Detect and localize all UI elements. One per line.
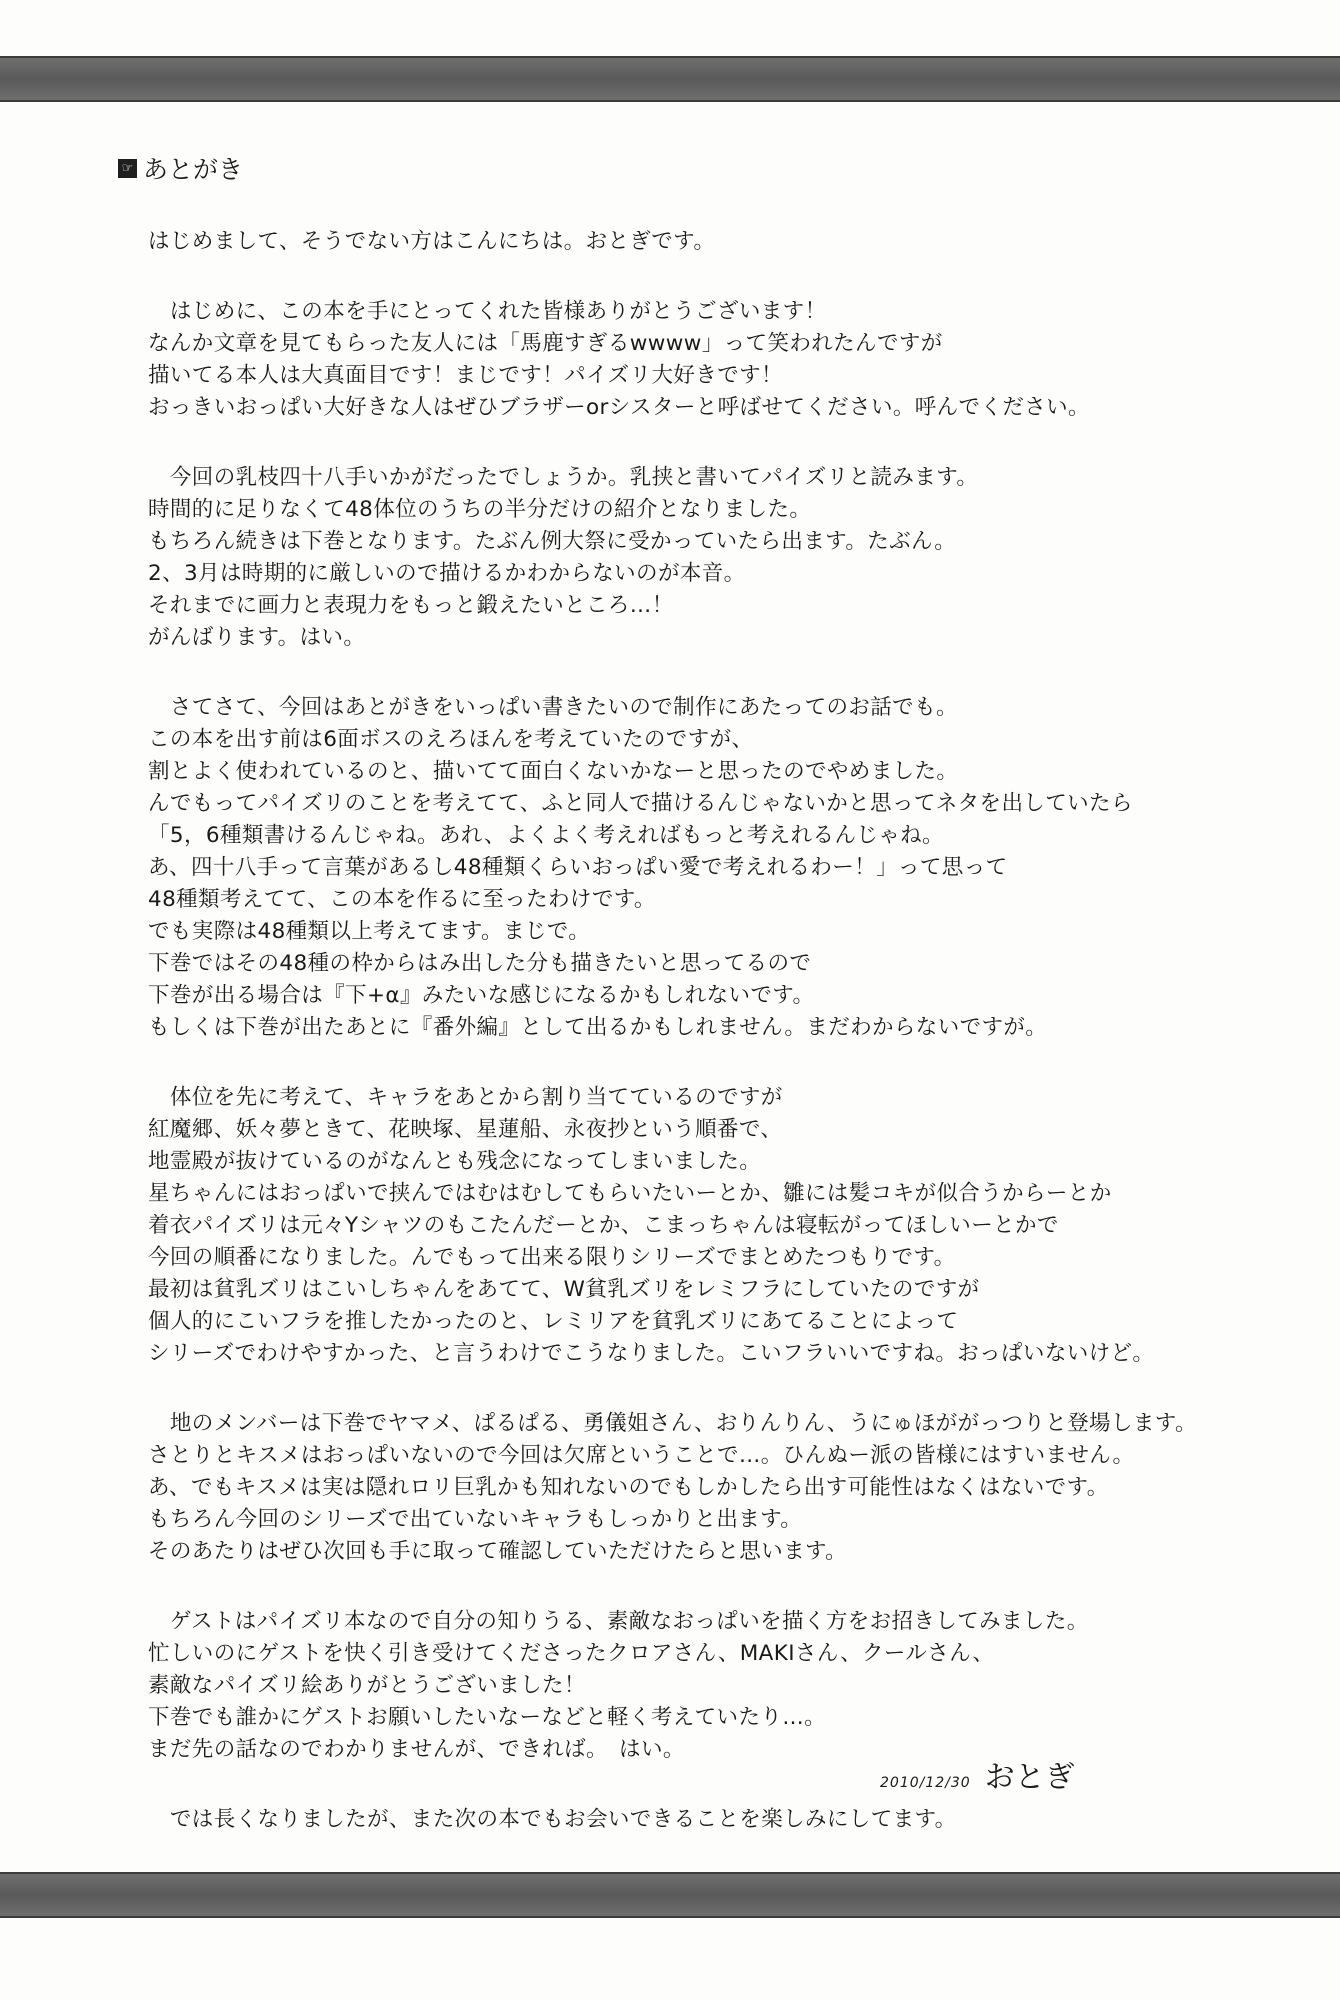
- text-line: あ、四十八手って言葉があるし48種類くらいおっぱい愛で考えれるわー！」って思って: [148, 855, 1008, 880]
- paragraph: [148, 1606, 1278, 1766]
- text-line: もちろん今回のシリーズで出ていないキャラもしっかりと出ます。: [148, 1507, 803, 1532]
- text-line: 最初は貧乳ズリはこいしちゃんをあてて、W貧乳ズリをレミフラにしていたのですが: [148, 1277, 980, 1302]
- text-line: はじめまして、そうでない方はこんにちは。おとぎです。: [148, 229, 716, 254]
- top-band: [0, 56, 1340, 102]
- text-line: 48種類考えてて、この本を作るに至ったわけです。: [148, 887, 656, 912]
- text-line: んでもってパイズリのことを考えてて、ふと同人で描けるんじゃないかと思ってネタを出していたら: [148, 791, 1133, 816]
- text-line: 今回の乳枝四十八手いかがだったでしょうか。乳挟と書いてパイズリと読みます。: [148, 465, 979, 490]
- text-line: 描いてる本人は大真面目です！まじです！パイズリ大好きです！: [148, 363, 783, 388]
- text-line: 忙しいのにゲストを快く引き受けてくださったクロアさん、MAKIさん、クールさん、: [148, 1641, 995, 1666]
- paragraph: [148, 692, 1278, 1044]
- page-heading: [118, 150, 243, 186]
- text-line: あ、でもキスメは実は隠れロリ巨乳かも知れないのでもしかしたら出す可能性はなくはないです。: [148, 1475, 1109, 1500]
- text-line: さてさて、今回はあとがきをいっぱい書きたいので制作にあたってのお話でも。: [148, 695, 958, 720]
- text-line: 2、3月は時期的に厳しいので描けるかわからないのが本音。: [148, 561, 746, 586]
- text-line: 割とよく使われているのと、描いてて面白くないかなーと思ったのでやめました。: [148, 759, 959, 784]
- text-line: なんか文章を見てもらった友人には「馬鹿すぎるwwww」って笑われたんですが: [148, 331, 943, 356]
- heading-text: あとがき: [143, 155, 244, 184]
- text-line: この本を出す前は6面ボスのえろほんを考えていたのですが、: [148, 727, 754, 752]
- text-line: 今回の順番になりました。んでもって出来る限りシリーズでまとめたつもりです。: [148, 1245, 956, 1270]
- paragraph: [148, 1804, 1278, 1836]
- text-line: 体位を先に考えて、キャラをあとから割り当てているのですが: [148, 1085, 783, 1110]
- text-line: まだ先の話なのでわかりませんが、できれば。 はい。: [148, 1737, 685, 1762]
- signature-date: 2010/12/30: [880, 1775, 971, 1791]
- afterword-body: [148, 226, 1278, 1874]
- text-line: シリーズでわけやすかった、と言うわけでこうなりました。こいフラいいですね。おっぱいないけど。: [148, 1341, 1155, 1366]
- text-line: 下巻でも誰かにゲストお願いしたいなーなどと軽く考えていたり…。: [148, 1705, 827, 1730]
- signature-author: おとぎ: [984, 1760, 1075, 1795]
- text-line: 時間的に足りなくて48体位のうちの半分だけの紹介となりました。: [148, 497, 812, 522]
- text-line: 地霊殿が抜けているのがなんとも残念になってしまいました。: [148, 1149, 762, 1174]
- text-line: そのあたりはぜひ次回も手に取って確認していただけたらと思います。: [148, 1539, 848, 1564]
- text-line: さとりとキスメはおっぱいないので今回は欠席ということで…。ひんぬー派の皆様にはすいません。: [148, 1443, 1135, 1468]
- paragraph: [148, 1408, 1278, 1568]
- text-line: でも実際は48種類以上考えてます。まじで。: [148, 919, 591, 944]
- text-line: 紅魔郷、妖々夢ときて、花映塚、星蓮船、永夜抄という順番で、: [148, 1117, 783, 1142]
- text-line: 地のメンバーは下巻でヤマメ、ぱるぱる、勇儀姐さん、おりんりん、うにゅほががっつりと登場します。: [148, 1411, 1197, 1436]
- text-line: 「5，6種類書けるんじゃね。あれ、よくよく考えればもっと考えれるんじゃね。: [148, 823, 944, 848]
- text-line: では長くなりましたが、また次の本でもお会いできることを楽しみにしてます。: [148, 1807, 957, 1832]
- text-line: 星ちゃんにはおっぱいで挟んではむはむしてもらいたいーとか、雛には髪コキが似合うからーとか: [148, 1181, 1112, 1206]
- text-line: 素敵なパイズリ絵ありがとうございました！: [148, 1673, 586, 1698]
- paragraph: [148, 296, 1278, 424]
- text-line: 個人的にこいフラを推したかったのと、レミリアを貧乳ズリにあてることによって: [148, 1309, 959, 1334]
- text-line: もちろん続きは下巻となります。たぶん例大祭に受かっていたら出ます。たぶん。: [148, 529, 957, 554]
- text-line: ゲストはパイズリ本なので自分の知りうる、素敵なおっぱいを描く方をお招きしてみました。: [148, 1609, 1089, 1634]
- paragraph: [148, 462, 1278, 654]
- text-line: がんばります。はい。: [148, 625, 366, 650]
- text-line: それまでに画力と表現力をもっと鍛えたいところ…！: [148, 593, 674, 618]
- text-line: 下巻が出る場合は『下+α』みたいな感じになるかもしれないです。: [148, 983, 815, 1008]
- text-line: もしくは下巻が出たあとに『番外編』として出るかもしれません。まだわからないですが。: [148, 1015, 1048, 1040]
- paragraph: [148, 226, 1278, 258]
- text-line: はじめに、この本を手にとってくれた皆様ありがとうございます！: [148, 299, 827, 324]
- text-line: 下巻ではその48種の枠からはみ出した分も描きたいと思ってるので: [148, 951, 812, 976]
- hand-pointing-icon: ☞: [118, 159, 137, 178]
- paragraph: [148, 1082, 1278, 1370]
- bottom-band: [0, 1872, 1340, 1918]
- signature: [880, 1752, 1075, 1796]
- text-line: 着衣パイズリは元々Yシャツのもこたんだーとか、こまっちゃんは寝転がってほしいーとかで: [148, 1213, 1059, 1238]
- text-line: おっきいおっぱい大好きな人はぜひブラザーorシスターと呼ばせてください。呼んでください。: [148, 395, 1090, 420]
